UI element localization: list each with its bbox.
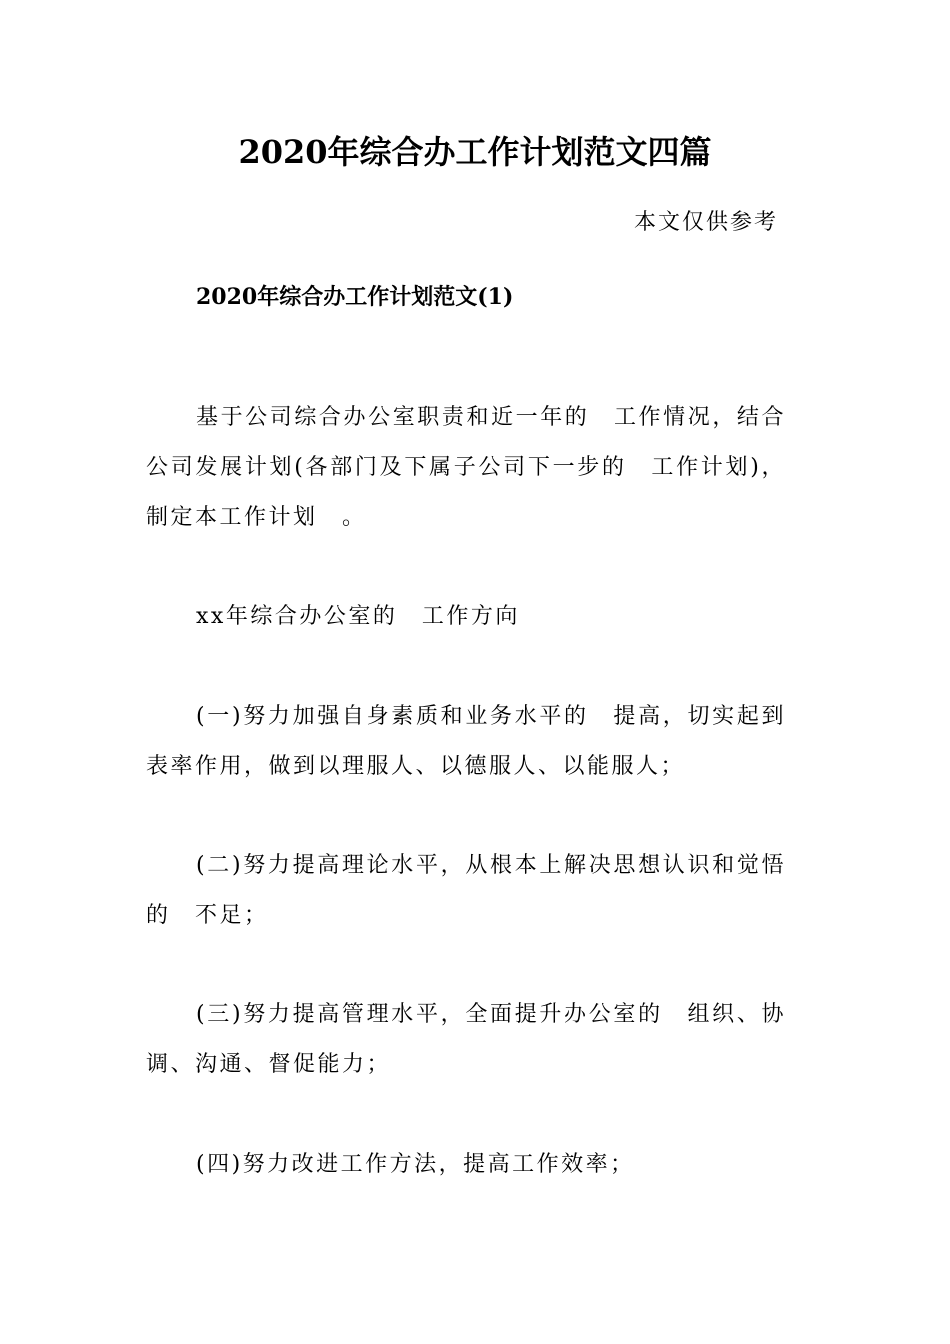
paragraph-item-3: (三)努力提高管理水平，全面提升办公室的 组织、协调、沟通、督促能力； — [146, 1002, 786, 1077]
document-title: 2020年综合办工作计划范文四篇 — [238, 133, 712, 171]
paragraph-item-1: (一)努力加强自身素质和业务水平的 提高，切实起到表率作用，做到以理服人、以德服人、以能服人； — [146, 704, 786, 779]
paragraph-item-2: (二)努力提高理论水平，从根本上解决思想认识和觉悟的 不足； — [146, 853, 786, 928]
reference-note: 本文仅供参考 — [633, 210, 778, 235]
paragraph-work-direction: xx年综合办公室的 工作方向 — [196, 604, 520, 629]
paragraph-item-4: (四)努力改进工作方法，提高工作效率； — [196, 1152, 635, 1177]
section-heading: 2020年综合办工作计划范文(1) — [196, 284, 514, 310]
paragraph-intro: 基于公司综合办公室职责和近一年的 工作情况，结合公司发展计划(各部门及下属子公司下一步的 工作计划)，制定本工作计划 。 — [146, 405, 786, 530]
